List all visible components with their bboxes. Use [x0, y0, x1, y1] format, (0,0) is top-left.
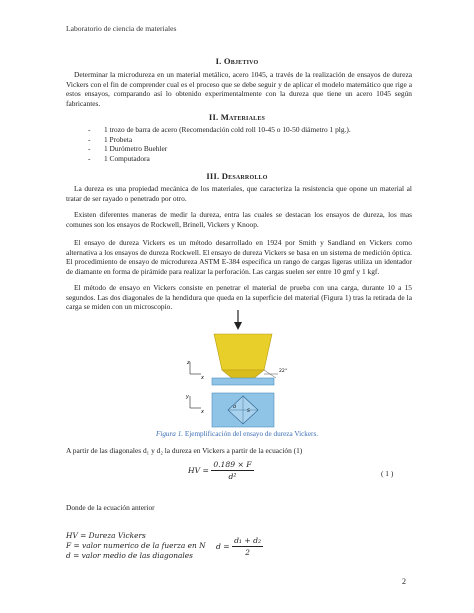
indenter-body [214, 334, 272, 370]
equation-intro: A partir de las diagonales d₁ y d₂ la dureza en Vickers a partir de la ecuación (1) [66, 446, 303, 455]
specimen-side [212, 378, 274, 385]
load-arrow-head [234, 322, 242, 330]
desarrollo-paragraph-2: Existen diferentes maneras de medir la dureza, entra las cuales se destacan los ensayos de dureza, los mas comunes son los ensayos de Rockwell, Brinell, Vickers y Knoop. [66, 210, 412, 229]
fraction-denominator: d² [228, 472, 237, 481]
definitions-intro: Donde de la ecuación anterior [66, 503, 155, 512]
section-roman: III. [206, 171, 220, 181]
indenter-tip [222, 370, 264, 379]
running-head: Laboratorio de ciencia de materiales [66, 24, 177, 33]
desarrollo-paragraph-4: El método de ensayo en Vickers consiste en penetrar el material de prueba con una carga, durante 10 a 15 segundos. Las dos diagonales de la hendidura que queda en la superficie del material (Figura 1) tras la retirada de la carga se miden con un microscopio. [66, 283, 412, 312]
axis-z-label: z [187, 360, 190, 366]
section-title-materiales [0, 112, 474, 122]
axis-x-label: x [201, 375, 204, 381]
materiales-list [88, 125, 351, 163]
definition-item: F = valor numerico de la fuerza en N [66, 541, 206, 550]
equation-2 [216, 536, 263, 557]
caption-text: Ejemplificación del ensayo de dureza Vickers. [183, 430, 319, 438]
fraction-numerator: d₁ + d₂ [234, 536, 262, 545]
page-number: 2 [402, 577, 406, 586]
list-item: - 1 Probeta [88, 134, 133, 144]
equation-lhs: HV = [188, 466, 209, 475]
fraction-numerator: 0.189 × F [213, 460, 252, 469]
definitions-list [66, 531, 206, 561]
caption-label: Figura 1. [155, 430, 184, 438]
equation-lhs: d = [216, 542, 230, 551]
definition-item: HV = Dureza Vickers [66, 531, 146, 540]
axis-x-label: x [201, 409, 204, 415]
desarrollo-paragraph-3: El ensayo de dureza Vickers es un método desarrollado en 1924 por Smith y Sandland en Vickers como alternativa a los ensayos de dureza Rockwell. El ensayo de dureza Vickers se basa en un sistema de medición óptica. El procedimiento de ensayo de microdureza ASTM E-384 especifica un rango de cargas ligeras utiliza un identador de diamante en forma de pirámide para realizar la perforación. Las cargas suelen ser entre 10 gmf y 1 kgf. [66, 238, 412, 276]
list-item: - 1 trozo de barra de acero (Recomendación cold roll 10-45 o 10-50 diámetro 1 plg.). [88, 125, 351, 134]
equation-fraction [211, 460, 253, 481]
s-label: S [247, 409, 250, 414]
section-title-objetivo [0, 56, 474, 66]
fraction-denominator: 2 [245, 548, 250, 557]
section-title-text: Materiales [220, 112, 266, 122]
vickers-illustration [176, 308, 300, 430]
section-roman: II. [208, 112, 219, 122]
figure-caption [0, 430, 474, 438]
diagonal-label: d [233, 405, 236, 410]
objetivo-paragraph: Determinar la microdureza en un material metálico, acero 1045, a través de la realización de ensayos de dureza Vickers con el fin de comprender cual es el proceso que se debe seguir y de aplicar el modelo matemático que rige a estos ensayos, comparando así lo obtenido experimentalmente con la dureza que tiene un acero 1045 según fabricantes. [66, 70, 412, 108]
section-title-text: Desarrollo [221, 171, 268, 181]
section-title-desarrollo [0, 171, 474, 181]
equation-1 [188, 460, 254, 481]
section-roman: I. [215, 56, 222, 66]
list-item: - 1 Durómetro Buehler [88, 144, 168, 153]
section-title-text: Objetivo [223, 56, 259, 66]
desarrollo-paragraph-1: La dureza es una propiedad mecánica de los materiales, que caracteriza la resistencia que opone un material al tratar de ser rayado o penetrado por otro. [66, 184, 412, 203]
definition-item: d = valor medio de las diagonales [66, 551, 193, 560]
equation-number: ( 1 ) [381, 469, 394, 478]
angle-label: 22° [279, 369, 288, 374]
vickers-figure [176, 308, 300, 430]
list-item: - 1 Computadora [88, 153, 150, 163]
equation-fraction [232, 536, 263, 557]
axis-y-label: y [186, 394, 189, 400]
